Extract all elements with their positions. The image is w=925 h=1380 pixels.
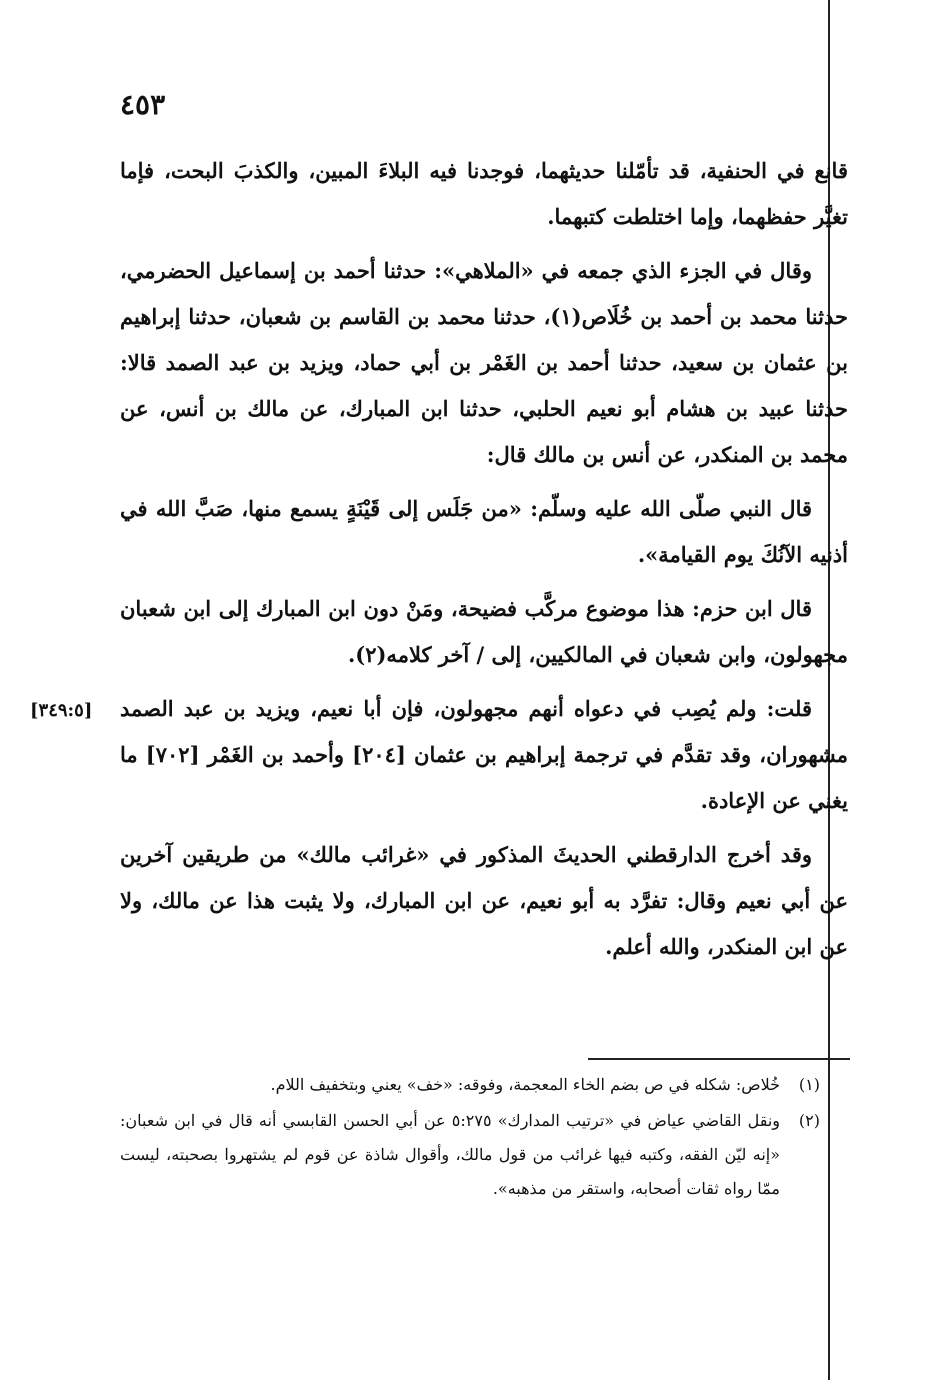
paragraph: قانع في الحنفية، قد تأمّلنا حديثهما، فوجدنا فيه البلاءَ المبين، والكذبَ البحت، فإما تغيَّر حفظهما، وإما اختلطت كتبهما.	[120, 158, 848, 229]
paragraph: قال النبي صلّى الله عليه وسلّم: «من جَلَس إلى قَيْنَةٍ يسمع منها، صَبَّ الله في أذنيه الآنُكَ يوم القيامة».	[120, 496, 848, 567]
body-text	[120, 148, 848, 978]
page-number: ٤٥٣	[120, 88, 166, 121]
paragraph: قال ابن حزم: هذا موضوع مركَّب فضيحة، ومَنْ دون ابن المبارك إلى ابن شعبان مجهولون، وابن شعبان في المالكيين، إلى / آخر كلامه(٢).	[120, 596, 848, 667]
marginal-reference: [٣٤٩:٥]	[30, 700, 93, 721]
footnote-number: (٢)	[798, 1111, 820, 1130]
footnotes	[120, 1068, 820, 1208]
paragraph: قلت: ولم يُصِب في دعواه أنهم مجهولون، فإن أبا نعيم، ويزيد بن عبد الصمد مشهوران، وقد تقدَّم في ترجمة إبراهيم بن عثمان [٢٠٤] وأحمد بن الغَمْر [٧٠٢] ما يغني عن الإعادة.	[120, 696, 848, 813]
paragraph: وقد أخرج الدارقطني الحديثَ المذكور في «غرائب مالك» من طريقين آخرين عن أبي نعيم وقال: تفرَّد به أبو نعيم، عن ابن المبارك، ولا يثبت هذا عن مالك، ولا عن ابن المنكدر، والله أعلم.	[120, 842, 848, 959]
footnote-number: (١)	[798, 1075, 820, 1094]
footnote-text: ونقل القاضي عياض في «ترتيب المدارك» ٥:٢٧٥ عن أبي الحسن القابسي أنه قال في ابن شعبان: «إنه ليّن الفقه، وكتبه فيها غرائب من قول مالك، وأقوال شاذة عن قوم لم يشتهروا بصحبته، ليست ممّا رواه ثقات أصحابه، واستقر من مذهبه».	[120, 1111, 781, 1198]
footnote	[120, 1068, 820, 1102]
footnote	[120, 1104, 820, 1206]
paragraph: وقال في الجزء الذي جمعه في «الملاهي»: حدثنا أحمد بن إسماعيل الحضرمي، حدثنا محمد بن أحمد بن خُلَاص(١)، حدثنا محمد بن القاسم بن شعبان، حدثنا إبراهيم بن عثمان بن سعيد، حدثنا أحمد بن الغَمْر بن أبي حماد، ويزيد بن عبد الصمد قالا: حدثنا عبيد بن هشام أبو نعيم الحلبي، حدثنا ابن المبارك، عن مالك بن أنس، عن محمد بن المنكدر، عن أنس بن مالك قال:	[120, 258, 848, 467]
footnote-divider	[588, 1058, 850, 1060]
footnote-text: خُلاص: شكله في ص بضم الخاء المعجمة، وفوقه: «خف» يعني وبتخفيف اللام.	[270, 1075, 780, 1094]
